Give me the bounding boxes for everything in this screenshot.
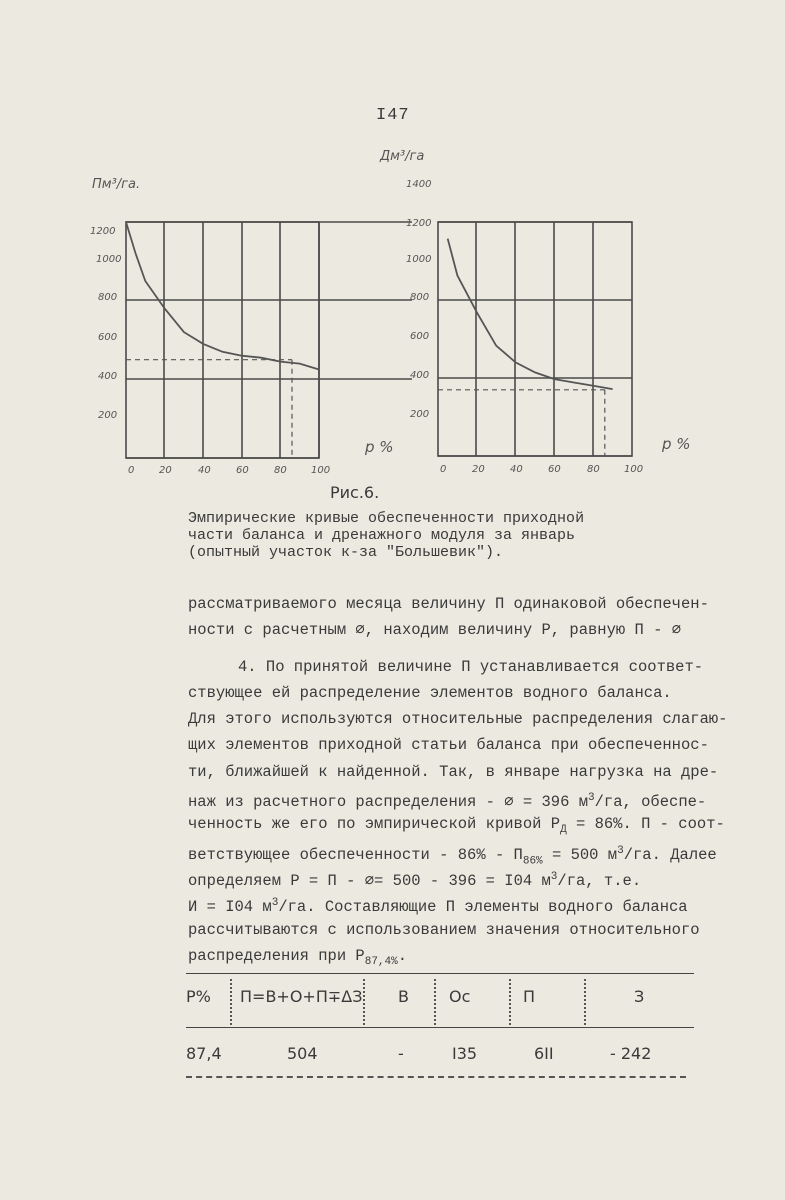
text-line: ветствующее обеспеченности - $86\% - П_{86\%} = 500$ $м^3/га$. Далее bbox=[188, 844, 717, 867]
table-header-cell: Ос bbox=[449, 987, 471, 1006]
table-cell: 87,4 bbox=[186, 1044, 222, 1063]
caption-line: части баланса и дренажного модуля за январь bbox=[188, 527, 576, 544]
x-tick: 80 bbox=[587, 464, 600, 475]
y-tick: 200 bbox=[98, 410, 118, 421]
table-cell: 504 bbox=[287, 1044, 318, 1063]
text-line: определяем Р = П - ∅= 500 - 396 = I04 $м^3/га$, т.е. bbox=[188, 870, 642, 891]
chart-right-xlabel: р % bbox=[662, 435, 691, 453]
table-cell: I35 bbox=[452, 1044, 478, 1063]
chart-left bbox=[90, 160, 420, 480]
text-line: ствующее ей распределение элементов водного баланса. bbox=[188, 683, 672, 702]
text-line: наж из расчетного распределения - ∅ = 396 $м^3/га$, обеспе- bbox=[188, 792, 707, 812]
x-tick: 100 bbox=[624, 464, 644, 475]
chart-left-reference-dash bbox=[126, 360, 292, 458]
y-tick: 600 bbox=[98, 332, 118, 343]
y-tick: 800 bbox=[98, 292, 118, 303]
text-line: И = I04 $м^3/га$. Составляющие П элементы водного баланса bbox=[188, 897, 688, 917]
y-tick: 1000 bbox=[406, 254, 432, 265]
table-cell: - 242 bbox=[610, 1044, 652, 1063]
y-tick: 400 bbox=[410, 370, 430, 381]
text-line: щих элементов приходной статьи баланса при обеспеченнос- bbox=[188, 736, 709, 755]
x-tick: 20 bbox=[159, 465, 172, 476]
text-line: рассматриваемого месяца величину П одинаковой обеспечен- bbox=[188, 595, 709, 613]
figure-label: Рис.6. bbox=[330, 483, 380, 502]
table-separator bbox=[230, 979, 232, 1025]
x-tick: 40 bbox=[198, 465, 211, 476]
chart-right-grid bbox=[438, 222, 632, 456]
x-tick: 40 bbox=[510, 464, 523, 475]
chart-right-xticks bbox=[440, 464, 643, 475]
chart-left-ylabel: Пм³/га. bbox=[92, 177, 141, 192]
table-header-cell: Р% bbox=[186, 987, 211, 1006]
x-tick: 60 bbox=[548, 464, 561, 475]
chart-right-frame bbox=[438, 222, 632, 456]
x-tick: 0 bbox=[128, 465, 135, 476]
caption-line: (опытный участок к-за "Большевик"). bbox=[188, 544, 504, 561]
chart-left-grid bbox=[126, 222, 412, 458]
text-line: 4. По принятой величине П устанавливается соответ- bbox=[238, 657, 704, 676]
chart-left-xlabel: р % bbox=[365, 438, 394, 456]
chart-left-yticks bbox=[90, 226, 121, 421]
table-separator bbox=[363, 979, 365, 1025]
y-tick: 1200 bbox=[406, 218, 432, 229]
y-tick: 200 bbox=[410, 409, 430, 420]
chart-left-frame bbox=[126, 222, 319, 458]
table-top-rule bbox=[186, 973, 694, 974]
x-tick: 100 bbox=[311, 465, 331, 476]
y-tick: 400 bbox=[98, 371, 118, 382]
y-tick: 1200 bbox=[90, 226, 116, 237]
x-tick: 80 bbox=[274, 465, 287, 476]
chart-right-ylabel: Дм³/га bbox=[380, 149, 425, 164]
page-number: I47 bbox=[376, 106, 410, 125]
y-tick: 800 bbox=[410, 292, 430, 303]
table-header-cell: З bbox=[634, 987, 645, 1006]
figure-caption bbox=[188, 510, 648, 561]
table-header-cell: П bbox=[523, 987, 536, 1006]
chart-left-xticks bbox=[128, 465, 330, 476]
table-cell: - bbox=[398, 1044, 404, 1063]
chart-right bbox=[380, 145, 730, 480]
text-line: ченность же его по эмпирической кривой $Р_Д = 86\%$. П - соот- bbox=[188, 815, 725, 837]
x-tick: 60 bbox=[236, 465, 249, 476]
table-separator bbox=[509, 979, 511, 1025]
text-line: ности с расчетным ∅, находим величину Р, равную П - ∅ bbox=[188, 621, 682, 640]
table-header-cell: П=В+О+П∓ΔЗ bbox=[240, 987, 363, 1006]
text-line: рассчитываются с использованием значения относительного bbox=[188, 920, 700, 939]
text-line: Для этого используются относительные распределения слагаю- bbox=[188, 710, 728, 729]
x-tick: 0 bbox=[440, 464, 447, 475]
y-tick: 600 bbox=[410, 331, 430, 342]
text-line: ти, ближайшей к найденной. Так, в январе нагрузка на дре- bbox=[188, 762, 719, 781]
chart-right-curve bbox=[448, 239, 613, 389]
table-bottom-dashes bbox=[186, 1076, 686, 1078]
caption-line: Эмпирические кривые обеспеченности приходной bbox=[188, 510, 585, 527]
chart-right-reference-dash bbox=[438, 390, 605, 456]
table-cell: 6II bbox=[534, 1044, 554, 1063]
text-line: распределения при $Р_{87,4\%}$. bbox=[188, 946, 408, 968]
body-text bbox=[188, 591, 728, 969]
table-header-cell: В bbox=[398, 987, 409, 1006]
y-tick: 1000 bbox=[96, 254, 122, 265]
chart-left-curve bbox=[126, 222, 319, 370]
table-separator bbox=[584, 979, 586, 1025]
table-header-rule bbox=[186, 1027, 694, 1028]
chart-right-yticks bbox=[406, 179, 431, 420]
table-separator bbox=[434, 979, 436, 1025]
y-tick: 1400 bbox=[406, 179, 432, 190]
x-tick: 20 bbox=[472, 464, 485, 475]
